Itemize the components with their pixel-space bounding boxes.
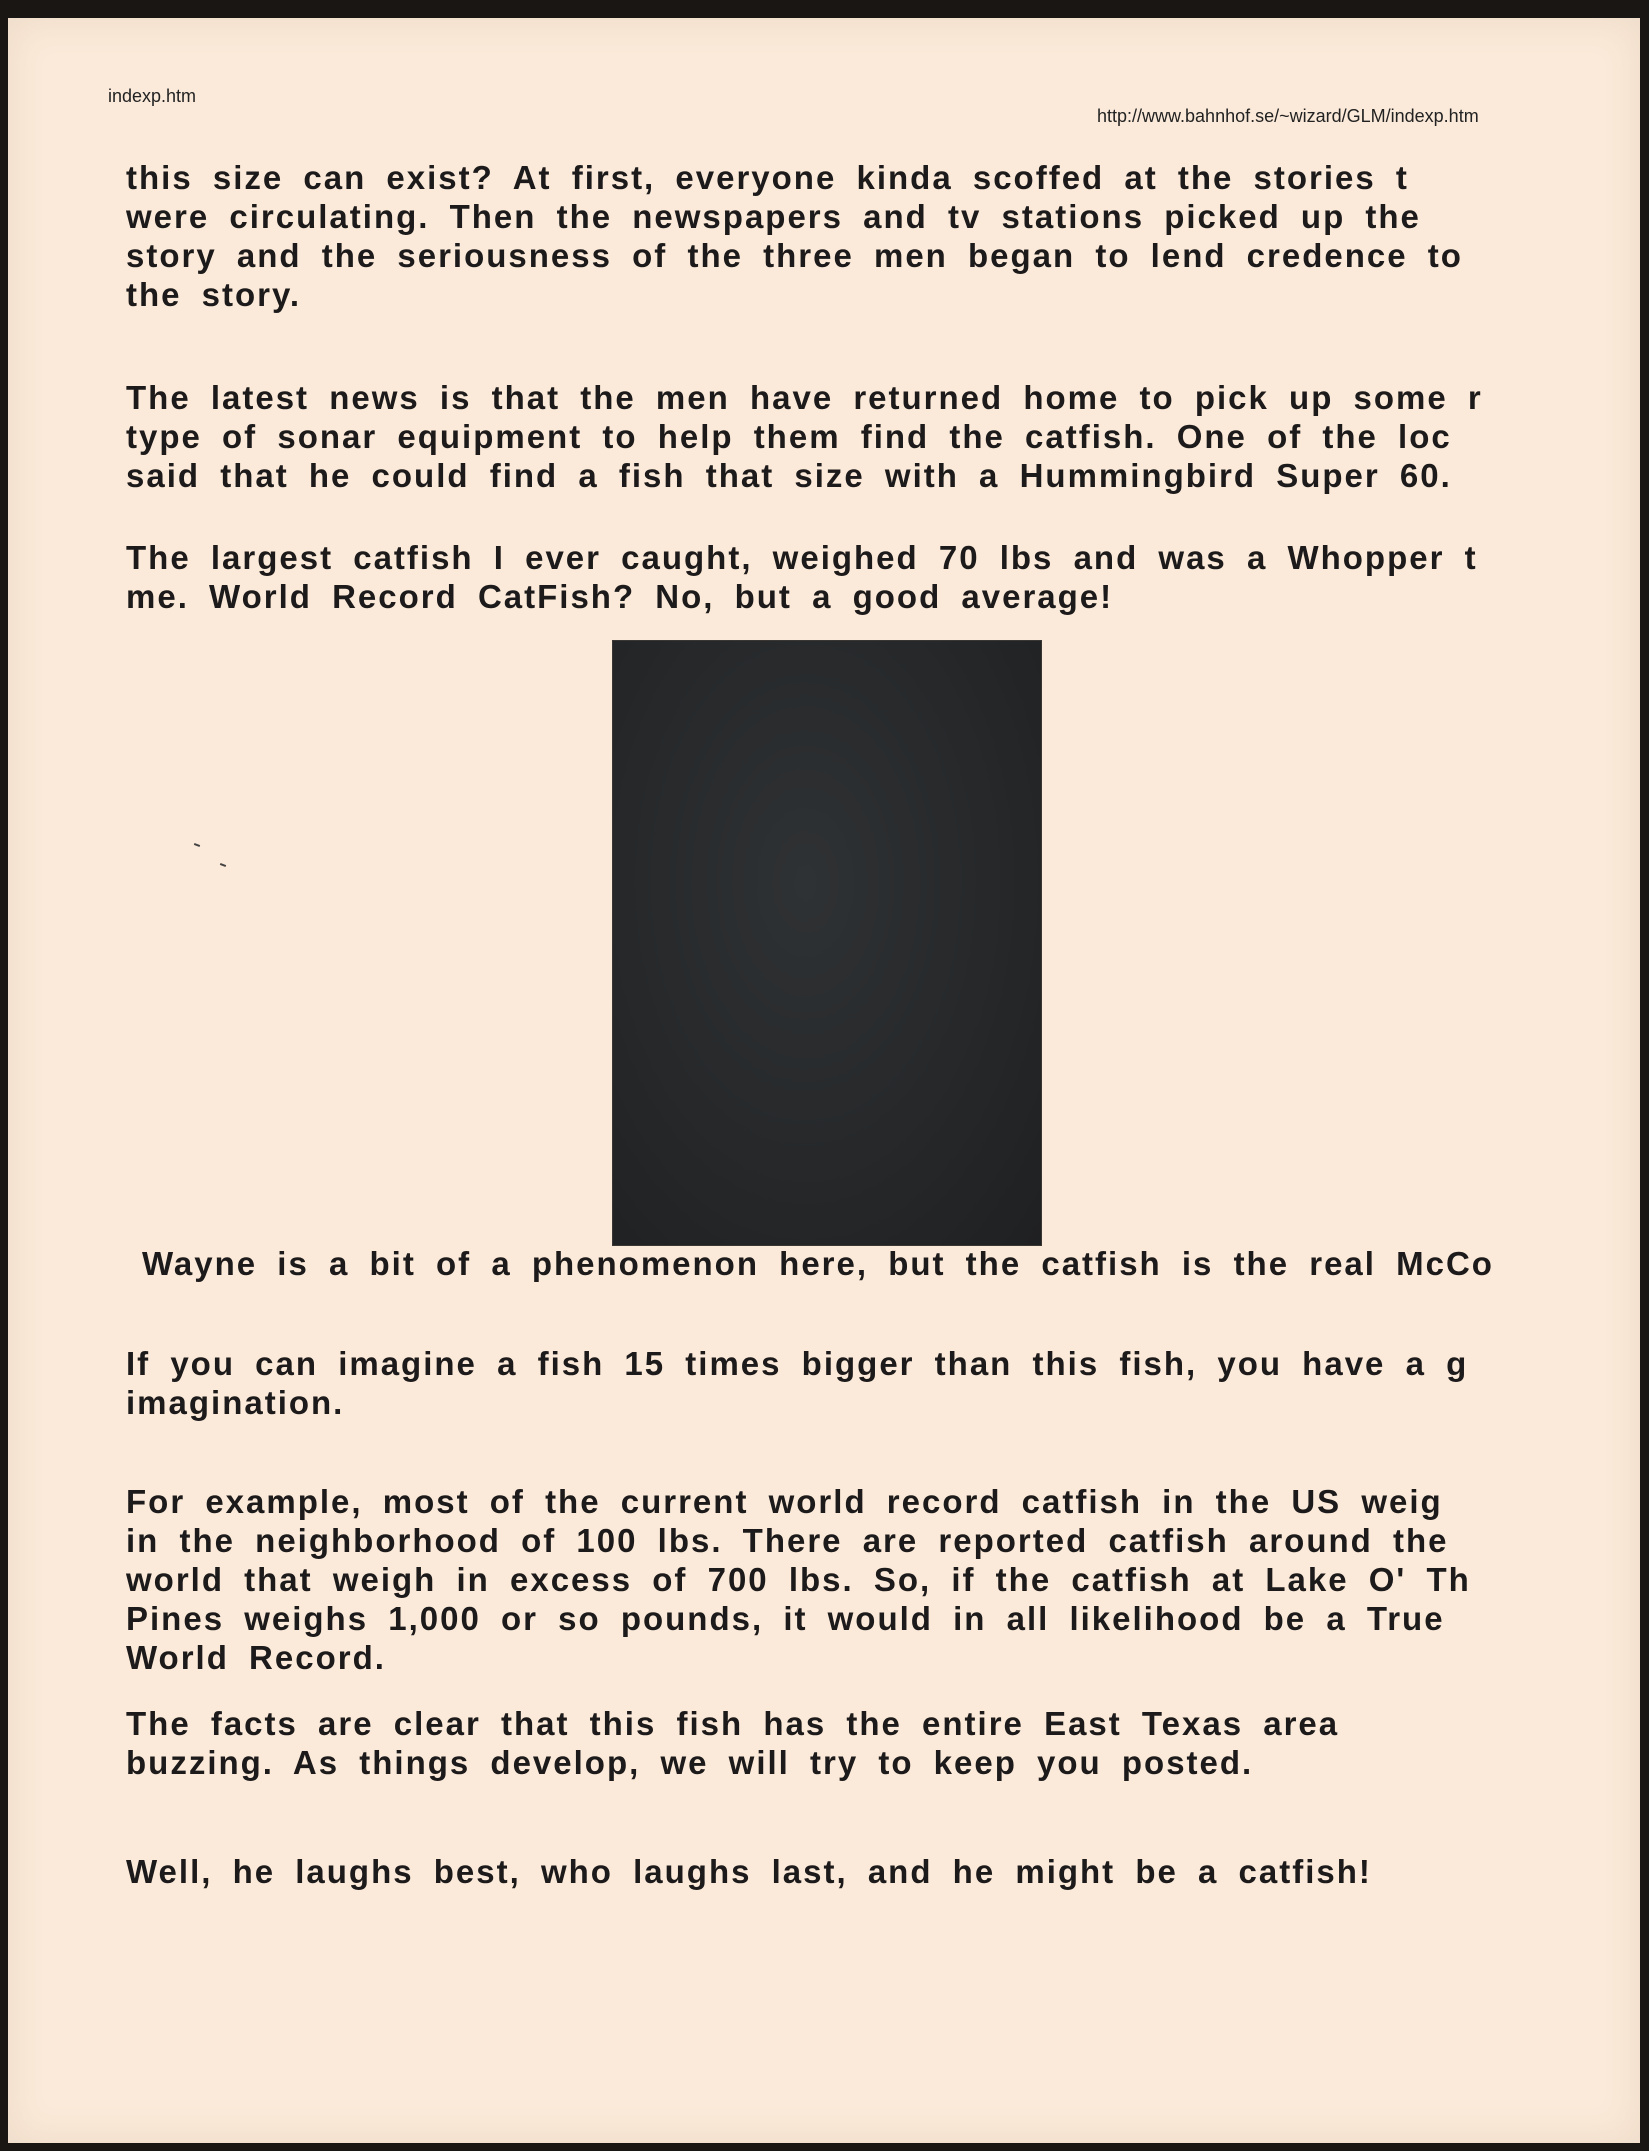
text-line: in the neighborhood of 100 lbs. There are reported catfish around the	[126, 1522, 1449, 1559]
printed-page	[8, 18, 1640, 2143]
text-line: story and the seriousness of the three men began to lend credence to	[126, 237, 1463, 274]
text-line: For example, most of the current world record catfish in the US weig	[126, 1483, 1443, 1520]
paragraph-latest-news	[126, 378, 1546, 495]
catfish-photo	[612, 640, 1042, 1246]
paragraph-largest-catfish	[126, 538, 1546, 616]
text-line: world that weigh in excess of 700 lbs. So, if the catfish at Lake O' Th	[126, 1561, 1471, 1598]
text-line: buzzing. As things develop, we will try to keep you posted.	[126, 1744, 1254, 1781]
paragraph-closing	[126, 1852, 1546, 1891]
text-line: If you can imagine a fish 15 times bigger than this fish, you have a g	[126, 1345, 1469, 1382]
text-line: the story.	[126, 276, 302, 313]
header-filename: indexp.htm	[108, 86, 197, 106]
paragraph-world-record	[126, 1482, 1546, 1677]
text-line: type of sonar equipment to help them find the catfish. One of the loc	[126, 418, 1452, 455]
print-speck	[194, 843, 200, 847]
text-line: The facts are clear that this fish has the entire East Texas area	[126, 1705, 1340, 1742]
paragraph-imagine	[126, 1344, 1546, 1422]
text-line: The latest news is that the men have returned home to pick up some r	[126, 379, 1483, 416]
text-line: were circulating. Then the newspapers and tv stations picked up the	[126, 198, 1421, 235]
paragraph-size-exist	[126, 158, 1546, 314]
text-line: Pines weighs 1,000 or so pounds, it would in all likelihood be a True	[126, 1600, 1445, 1637]
text-line: The largest catfish I ever caught, weighed 70 lbs and was a Whopper t	[126, 539, 1478, 576]
text-line: World Record.	[126, 1639, 386, 1676]
paragraph-facts	[126, 1704, 1546, 1782]
header-url: http://www.bahnhof.se/~wizard/GLM/indexp.htm	[1097, 106, 1479, 126]
text-line: imagination.	[126, 1384, 345, 1421]
text-line: said that he could find a fish that size with a Hummingbird Super 60.	[126, 457, 1452, 494]
text-line: Well, he laughs best, who laughs last, and he might be a catfish!	[126, 1853, 1372, 1890]
photo-caption: Wayne is a bit of a phenomenon here, but the catfish is the real McCo	[142, 1245, 1494, 1282]
text-line: this size can exist? At first, everyone kinda scoffed at the stories t	[126, 159, 1409, 196]
text-line: me. World Record CatFish? No, but a good average!	[126, 578, 1114, 615]
print-speck	[220, 863, 226, 867]
